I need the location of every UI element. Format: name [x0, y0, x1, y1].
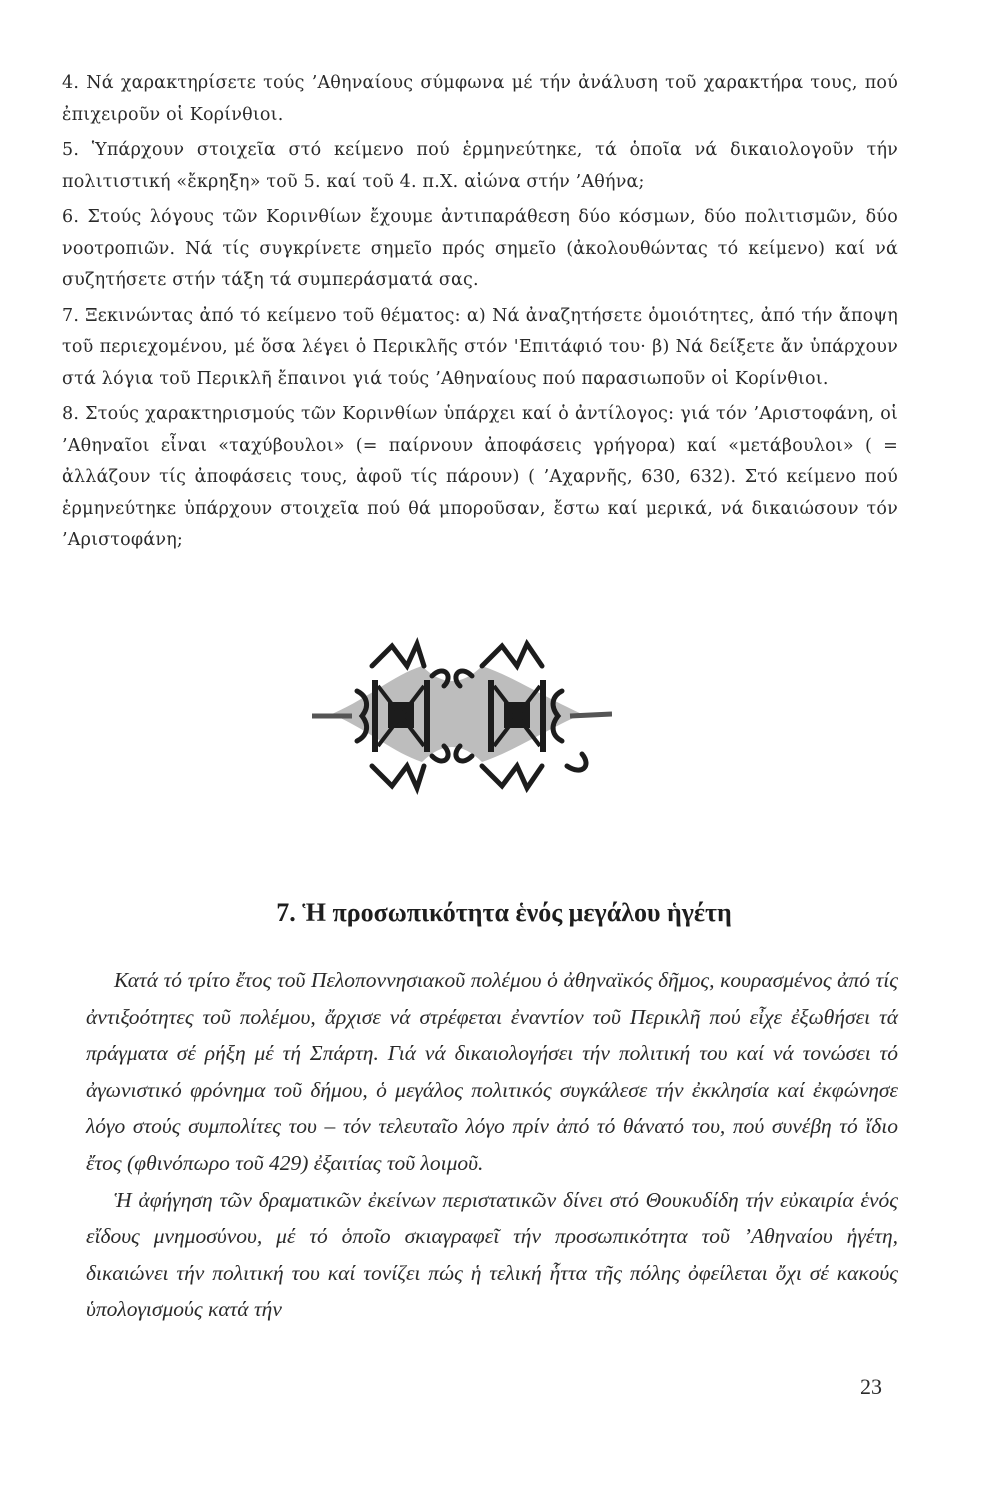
question-text: Ὑπάρχουν στοιχεῖα στό κείμενο πού ἑρμηνεύτηκε, τά ὁποῖα νά δικαιολογοῦν τήν πολιτιστική «ἔκρηξη» τοῦ 5. καί τοῦ 4. π.Χ. αἰώνα στήν ’Αθήνα;	[62, 140, 898, 192]
exercise-questions	[62, 68, 898, 561]
question-number: 8.	[62, 404, 80, 424]
section-heading: 7. Ἡ προσωπικότητα ἑνός μεγάλου ἡγέτη	[276, 898, 732, 927]
question-text: Στούς χαρακτηρισμούς τῶν Κορινθίων ὑπάρχει καί ὁ ἀντίλογος: γιά τόν ’Αριστοφάνη, οἱ ’Αθηναῖοι εἶναι «ταχύβουλοι» (= παίρνουν ἀποφάσεις γρήγορα) καί «μετάβουλοι» ( = ἀλλάζουν τίς ἀποφάσεις τους, ἀφοῦ τίς πάρουν) ( ’Αχαρνῆς, 630, 632). Στό κείμενο πού ἑρμηνεύτηκε ὑπάρχουν στοιχεῖα πού θά μποροῦσαν, ἔστω καί μερικά, νά δικαιώσουν τόν ’Αριστοφάνη;	[62, 404, 898, 550]
page-number: 23	[860, 1374, 882, 1399]
intro-paragraph: Ἡ ἀφήγηση τῶν δραματικῶν ἐκείνων περιστατικῶν δίνει στό Θουκυδίδη τήν εὐκαιρία ἑνός εἴδους μνημοσύνου, μέ τό ὁποῖο σκιαγραφεῖ τήν προσωπικότητα τοῦ ’Αθηναίου ἡγέτη, δικαιώνει τήν πολιτική του καί τονίζει πώς ἡ τελική ἧττα τῆς πόλης ὀφείλεται ὄχι σέ κακούς ὑπολογισμούς κατά τήν	[86, 1187, 898, 1322]
question-text: Στούς λόγους τῶν Κορινθίων ἔχουμε ἀντιπαράθεση δύο κόσμων, δύο πολιτισμῶν, δύο νοοτροπιῶν. Νά τίς συγκρίνετε σημεῖο πρός σημεῖο (ἀκολουθώντας τό κείμενο) καί νά συζητήσετε στήν τάξη τά συμπεράσματά σας.	[62, 207, 898, 290]
question-number: 6.	[62, 207, 80, 227]
question-number: 5.	[62, 140, 80, 160]
question-number: 4.	[62, 73, 80, 93]
question-item	[62, 68, 898, 131]
question-item	[62, 399, 898, 557]
question-number: 7.	[62, 305, 80, 326]
question-text: Ξεκινώντας ἀπό τό κείμενο τοῦ θέματος: α) Νά ἀναζητήσετε ὁμοιότητες, ἀπό τήν ἄποψη τοῦ περιεχομένου, μέ ὅσα λέγει ὁ Περικλῆς στόν 'Επιτάφιό του· β) Νά δείξετε ἄν ὑπάρχουν στά λόγια τοῦ Περικλῆ ἔπαινοι γιά τούς ’Αθηναίους πού παρασιωποῦν οἱ Κορίνθιοι.	[62, 305, 898, 389]
intro-paragraph: Κατά τό τρίτο ἔτος τοῦ Πελοποννησιακοῦ πολέμου ὁ ἀθηναϊκός δῆμος, κουρασμένος ἀπό τίς ἀντιξοότητες τοῦ πολέμου, ἄρχισε νά στρέφεται ἐναντίον τοῦ Περικλῆ πού εἶχε ἐξωθήσει τά πράγματα σέ ρήξη μέ τή Σπάρτη. Γιά νά δικαιολογήσει τήν πολιτική του καί νά τονώσει τό ἀγωνιστικό φρόνημα τοῦ δήμου, ὁ μεγάλος πολιτικός συγκάλεσε τήν ἐκκλησία καί ἐκφώνησε λόγο στούς συμπολίτες του – τόν τελευταῖο λόγο πρίν ἀπό τό θάνατό του, πού συνέβη τό ἴδιο ἔτος (φθινόπωρο τοῦ 429) ἐξαιτίας τοῦ λοιμοῦ.	[86, 968, 898, 1175]
decorative-ornament-icon	[312, 636, 612, 806]
question-item	[62, 202, 898, 297]
question-item	[62, 301, 898, 396]
introduction-text	[86, 962, 898, 1328]
question-item	[62, 135, 898, 198]
question-text: Νά χαρακτηρίσετε τούς ’Αθηναίους σύμφωνα μέ τήν ἀνάλυση τοῦ χαρακτήρα τους, πού ἐπιχειροῦν οἱ Κορίνθιοι.	[62, 73, 899, 125]
